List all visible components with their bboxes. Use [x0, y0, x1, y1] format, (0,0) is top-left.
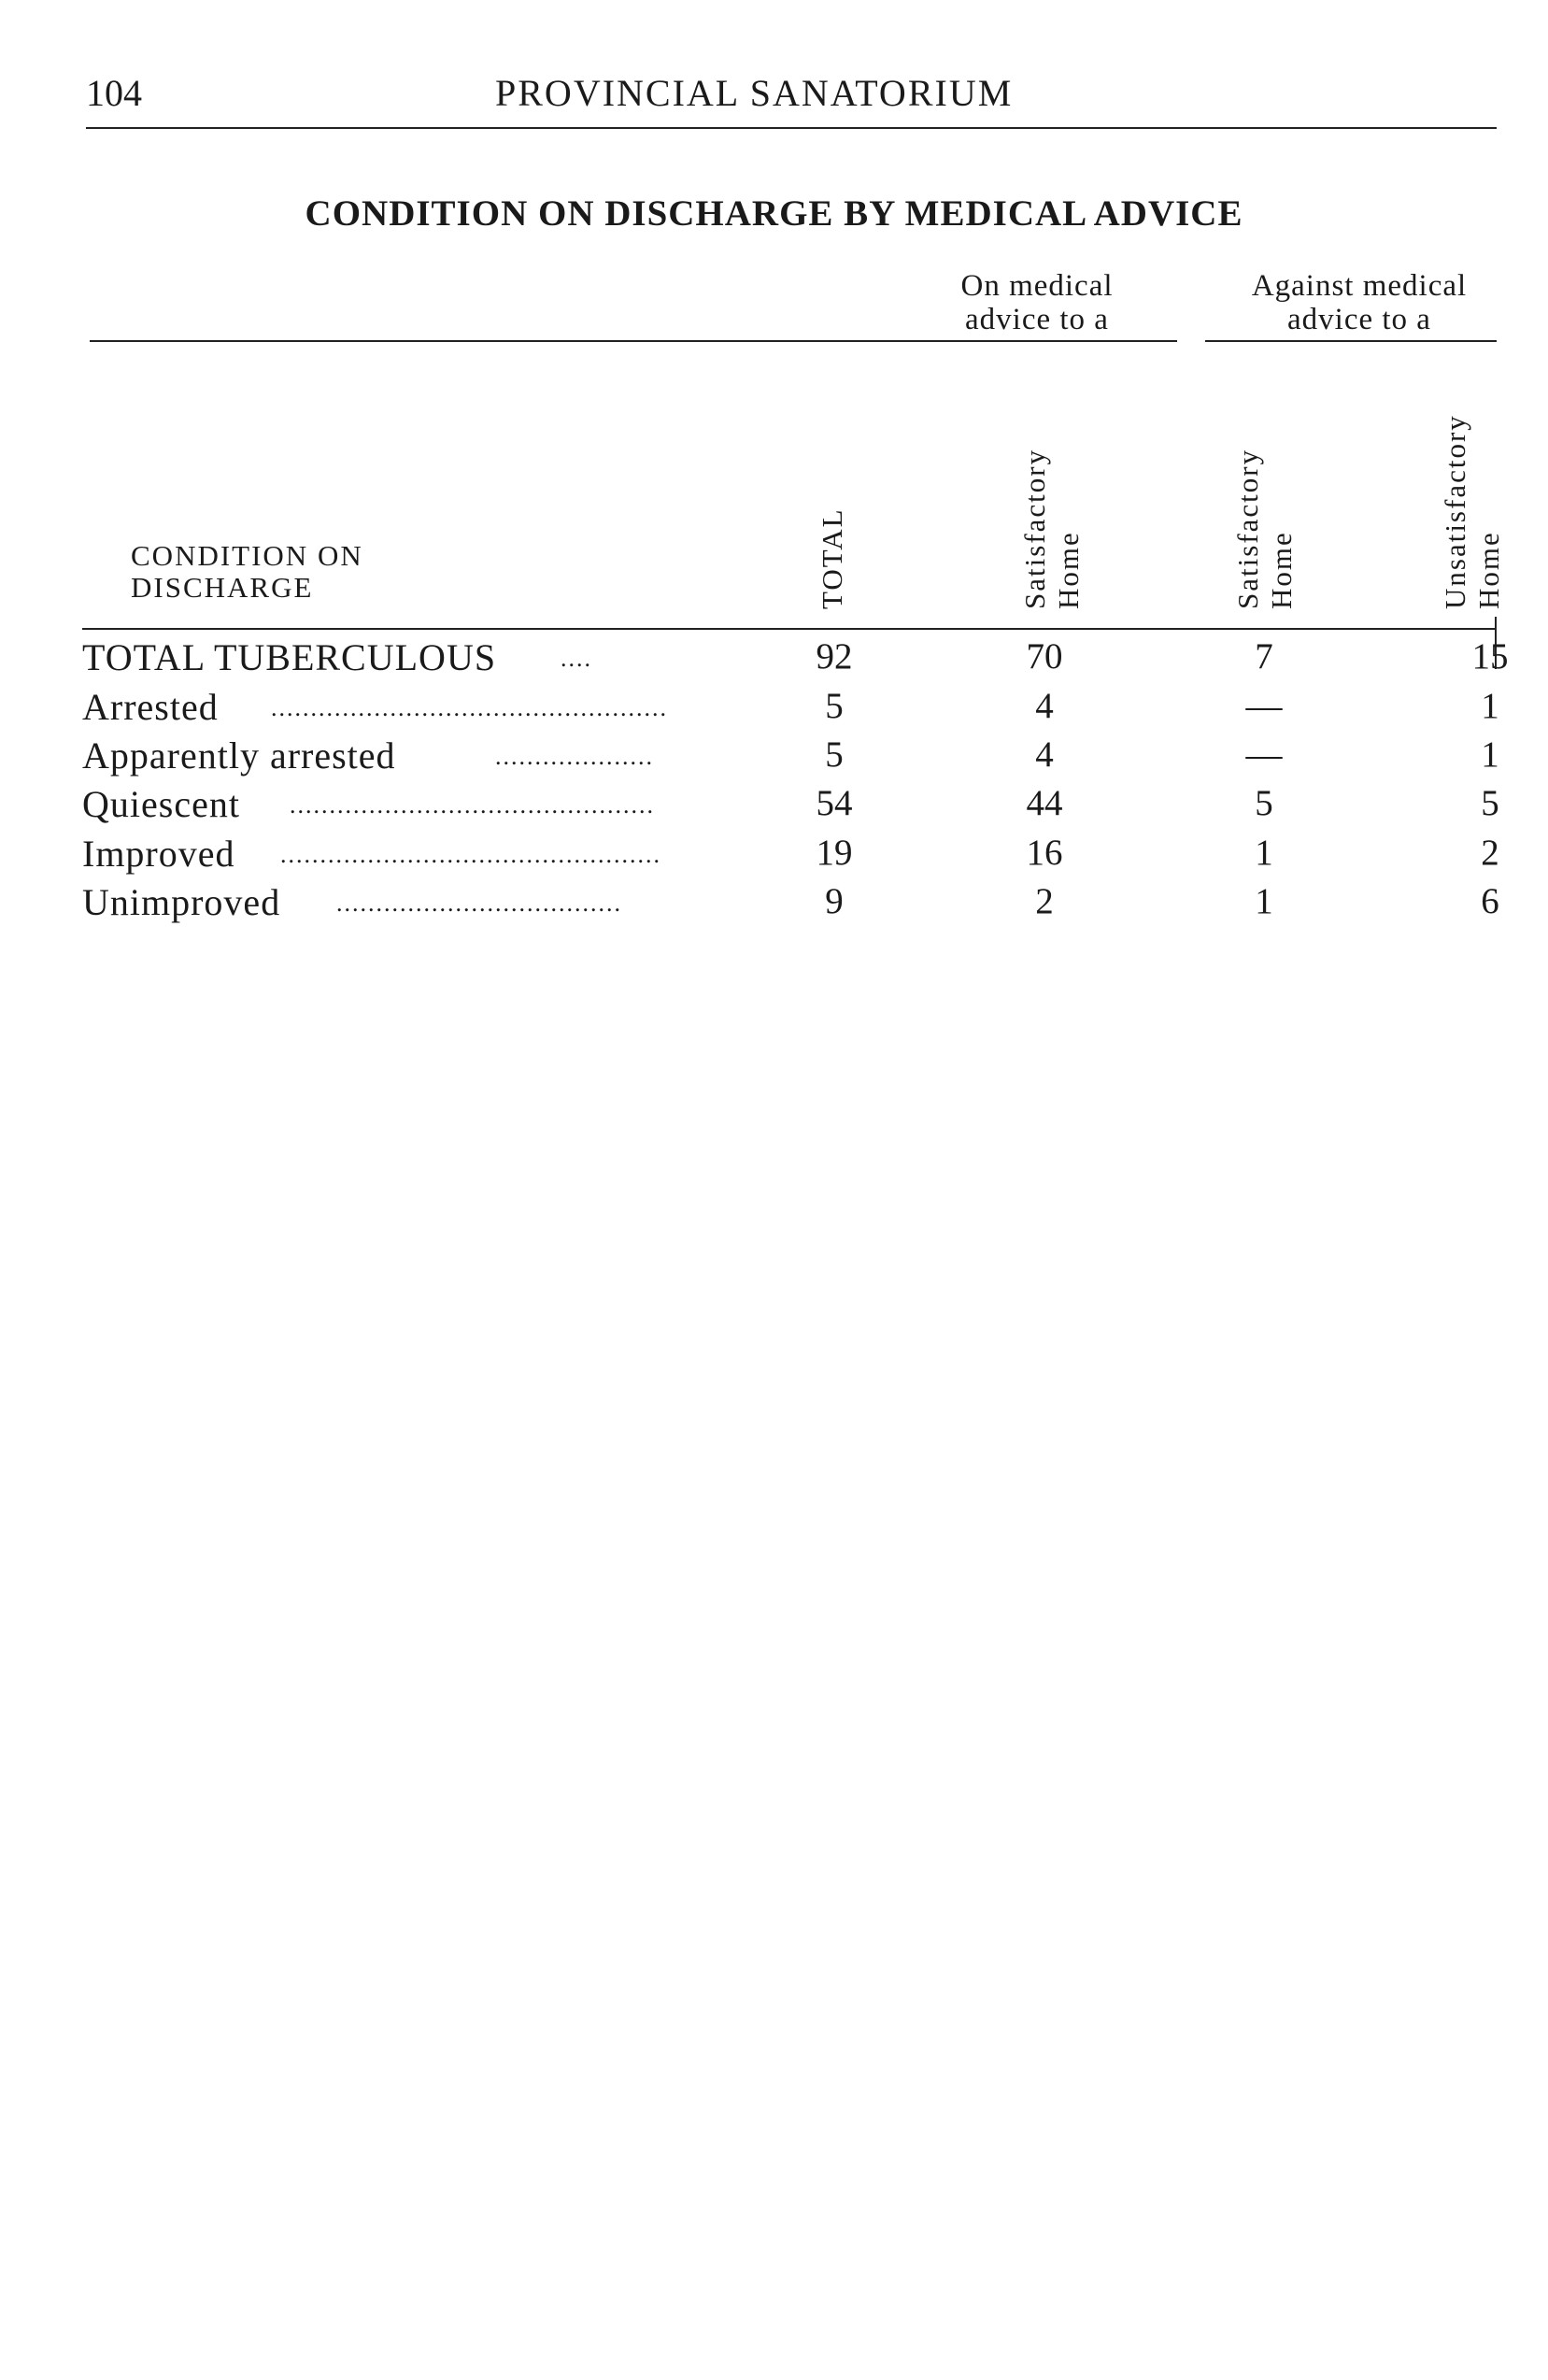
table-top-rule [90, 340, 906, 342]
column-header-ag-sat-line1: Satisfactory [1231, 448, 1264, 609]
cell-against-unsatisfactory: 15 [1471, 636, 1509, 677]
row-leader-dots: .................................................. [271, 694, 668, 721]
table-row-total-tuberculous [0, 635, 1548, 684]
cell-against-unsatisfactory: 1 [1481, 686, 1499, 726]
cell-against-satisfactory: — [1245, 686, 1283, 726]
row-label: Unimproved [82, 881, 281, 923]
table-row-quiescent [0, 782, 1548, 831]
column-header-on-sat-line1: Satisfactory [1018, 448, 1051, 609]
cell-total: 54 [816, 783, 853, 823]
header-rule [86, 127, 1497, 129]
row-leader-dots: ................................................ [280, 841, 661, 868]
column-header-ag-unsat-line2: Home [1472, 531, 1505, 609]
cell-against-unsatisfactory: 2 [1481, 833, 1499, 873]
row-label: Apparently arrested [82, 734, 396, 777]
cell-against-unsatisfactory: 5 [1481, 783, 1499, 823]
stub-header-line1: CONDITION ON [131, 539, 363, 572]
cell-against-unsatisfactory: 1 [1481, 734, 1499, 775]
row-leader-dots: .................................... [336, 890, 622, 917]
table-row-improved [0, 832, 1548, 880]
group-header-on-medical-advice [911, 269, 1163, 336]
cell-against-satisfactory: 7 [1255, 636, 1273, 677]
cell-total: 19 [816, 833, 853, 873]
row-leader-dots: .............................................. [290, 791, 655, 819]
table-row-unimproved [0, 880, 1548, 929]
cell-total: 9 [825, 881, 844, 921]
row-label: Arrested [82, 686, 219, 728]
column-header-ag-unsat-line1: Unsatisfactory [1439, 414, 1471, 609]
table-header-rule [82, 628, 1497, 630]
group-against-line2: advice to a [1287, 303, 1431, 336]
group-on-line1: On medical [960, 269, 1114, 303]
column-header-total-label: TOTAL [816, 507, 848, 609]
row-label: Quiescent [82, 783, 240, 825]
column-header-on-sat-line2: Home [1052, 531, 1085, 609]
column-header-ag-sat-line2: Home [1265, 531, 1298, 609]
cell-on-satisfactory: 70 [1026, 636, 1063, 677]
cell-against-satisfactory: 1 [1255, 881, 1273, 921]
page-number: 104 [86, 72, 142, 114]
table-row-arrested [0, 685, 1548, 734]
cell-on-satisfactory: 44 [1026, 783, 1063, 823]
cell-on-satisfactory: 4 [1035, 734, 1054, 775]
row-label: Improved [82, 833, 235, 875]
cell-against-unsatisfactory: 6 [1481, 881, 1499, 921]
table-title: CONDITION ON DISCHARGE BY MEDICAL ADVICE [305, 193, 1243, 234]
cell-total: 92 [816, 636, 853, 677]
running-title: PROVINCIAL SANATORIUM [495, 72, 1014, 114]
table-row-apparently-arrested [0, 734, 1548, 782]
group-on-line2: advice to a [965, 303, 1109, 336]
group-header-against-medical-advice [1205, 269, 1513, 336]
cell-on-satisfactory: 4 [1035, 686, 1054, 726]
row-label: TOTAL TUBERCULOUS [82, 636, 497, 678]
cell-against-satisfactory: — [1245, 734, 1283, 775]
cell-against-satisfactory: 1 [1255, 833, 1273, 873]
cell-on-satisfactory: 16 [1026, 833, 1063, 873]
cell-total: 5 [825, 686, 844, 726]
cell-total: 5 [825, 734, 844, 775]
cell-on-satisfactory: 2 [1035, 881, 1054, 921]
group-against-line1: Against medical [1251, 269, 1468, 303]
row-leader-dots: .... [561, 645, 592, 672]
stub-header [131, 540, 363, 604]
stub-header-line2: DISCHARGE [131, 571, 314, 604]
cell-against-satisfactory: 5 [1255, 783, 1273, 823]
group-on-rule [906, 340, 1177, 342]
row-leader-dots: .................... [495, 743, 654, 770]
group-against-rule [1205, 340, 1497, 342]
